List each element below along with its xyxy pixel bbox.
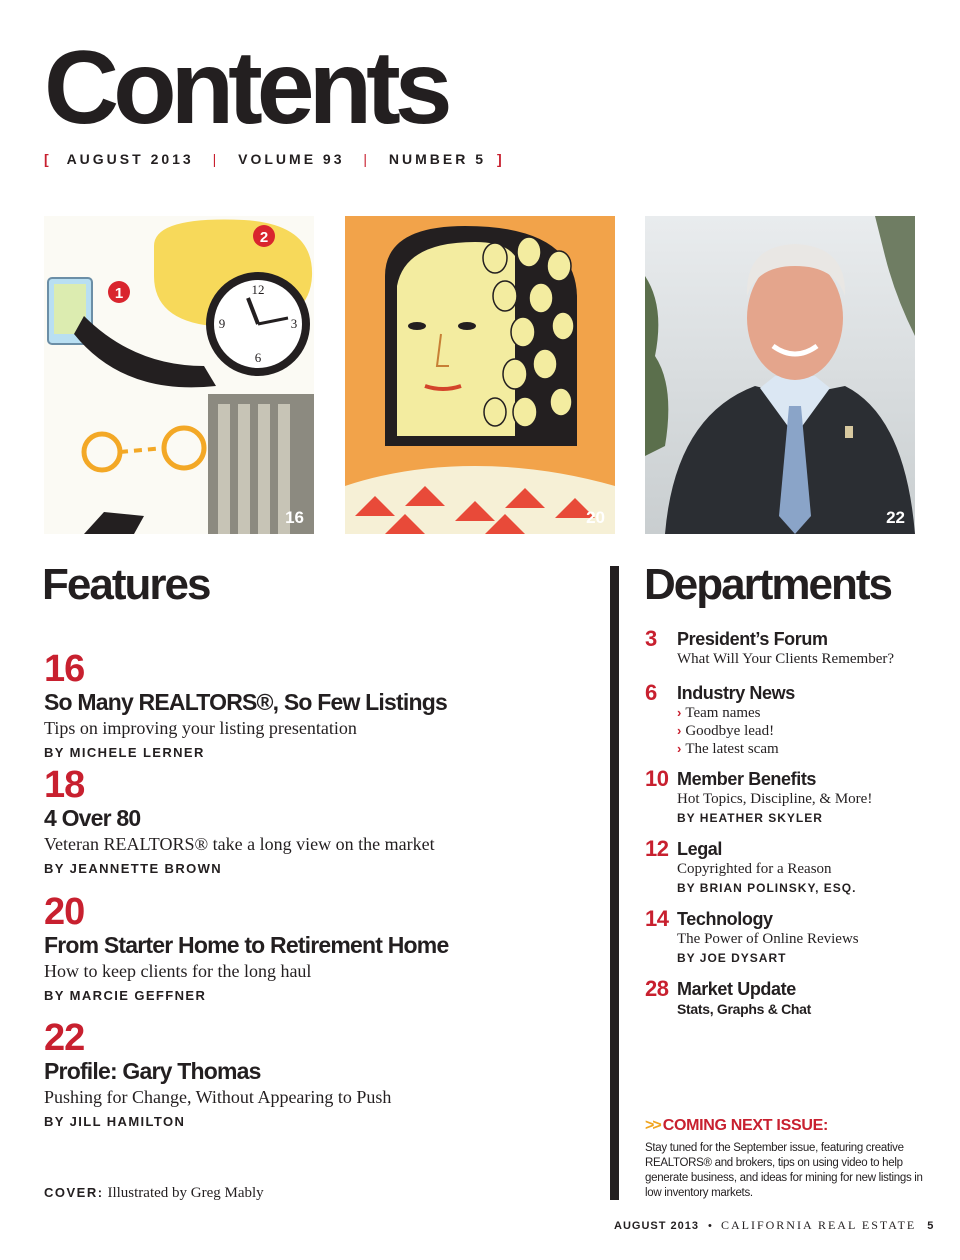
news-bullet (677, 704, 935, 722)
svg-text:2: 2 (259, 229, 269, 246)
feature-page-number: 20 (44, 891, 85, 933)
department-item[interactable] (645, 838, 935, 898)
feature-image-faces[interactable] (345, 216, 615, 534)
cover-label: COVER: (44, 1185, 104, 1200)
department-title[interactable]: Member Benefits (677, 769, 817, 789)
footer-page-number: 5 (927, 1220, 934, 1232)
department-byline: BY BRIAN POLINSKY, ESQ. (677, 881, 857, 895)
department-subtitle: What Will Your Clients Remember? (677, 651, 895, 667)
bullet-text: The latest scam (685, 741, 779, 757)
department-title[interactable]: Technology (677, 909, 773, 929)
feature-description: Tips on improving your listing presentation (44, 718, 357, 738)
footer-dot: • (708, 1220, 712, 1232)
feature-description: Veteran REALTORS® take a long view on the market (44, 834, 435, 854)
svg-text:3: 3 (290, 316, 298, 331)
page-footer (614, 1218, 933, 1233)
feature-title[interactable]: So Many REALTORS®, So Few Listings (44, 689, 447, 715)
bracket-close: ] (496, 151, 505, 167)
department-title[interactable]: Legal (677, 839, 723, 859)
issue-info (44, 151, 505, 167)
department-title[interactable]: President’s Forum (677, 629, 828, 649)
department-subtitle: The Power of Online Reviews (677, 931, 859, 947)
photo-page-number: 22 (886, 508, 905, 527)
department-byline: BY JOE DYSART (677, 951, 787, 965)
photo-page-number: 16 (285, 508, 304, 527)
coming-next-heading (645, 1117, 935, 1135)
coming-next-body: Stay tuned for the September issue, featuring creative REALTORS® and brokers, tips on using video to help generate business, and ideas for mining for new listings in low inventory markets. (645, 1142, 923, 1199)
department-item[interactable] (645, 908, 935, 968)
department-item[interactable] (645, 682, 935, 758)
feature-page-number: 16 (44, 648, 85, 690)
cover-text: Illustrated by Greg Mably (107, 1185, 264, 1201)
footer-magazine: CALIFORNIA REAL ESTATE (720, 1218, 917, 1232)
clock-illustration (44, 216, 314, 534)
department-item[interactable] (645, 628, 935, 668)
feature-item[interactable] (44, 1019, 564, 1133)
department-page-number: 3 (645, 626, 657, 651)
feature-title[interactable]: Profile: Gary Thomas (44, 1058, 261, 1084)
department-title[interactable]: Market Update (677, 979, 796, 999)
department-item[interactable] (645, 768, 935, 828)
photo-page-number: 20 (586, 508, 605, 527)
svg-text:12: 12 (251, 282, 265, 297)
separator: | (212, 151, 220, 167)
svg-text:6: 6 (254, 350, 262, 365)
bullet-text: Goodbye lead! (685, 723, 775, 739)
coming-next-title: COMING NEXT ISSUE: (662, 1117, 828, 1134)
department-page-number: 6 (645, 680, 657, 705)
column-divider (610, 566, 619, 1200)
separator: | (363, 151, 371, 167)
department-page-number: 28 (645, 976, 669, 1001)
feature-title[interactable]: 4 Over 80 (44, 805, 141, 831)
feature-description: Pushing for Change, Without Appearing to Push (44, 1087, 392, 1107)
department-byline: BY HEATHER SKYLER (677, 811, 823, 825)
feature-description: How to keep clients for the long haul (44, 961, 312, 981)
svg-text:9: 9 (218, 316, 226, 331)
feature-item[interactable] (44, 893, 564, 1007)
department-page-number: 12 (645, 836, 669, 861)
svg-text:1: 1 (114, 285, 124, 302)
features-heading: Features (42, 560, 210, 609)
double-chevron-icon: >> (645, 1117, 660, 1134)
issue-number: NUMBER 5 (388, 151, 487, 167)
departments-heading: Departments (644, 560, 891, 609)
department-page-number: 10 (645, 766, 669, 791)
department-subtitle: Copyrighted for a Reason (677, 861, 832, 877)
cover-credit (44, 1184, 264, 1202)
issue-volume: VOLUME 93 (238, 151, 345, 167)
feature-byline: BY MICHELE LERNER (44, 745, 205, 760)
news-bullet (677, 722, 935, 740)
department-page-number: 14 (645, 906, 669, 931)
feature-image-portrait[interactable] (645, 216, 915, 534)
bracket-open: [ (44, 151, 52, 167)
footer-month: AUGUST 2013 (614, 1220, 699, 1232)
department-item[interactable] (645, 978, 935, 1018)
bullet-text: Team names (685, 705, 761, 721)
department-subtitle: Stats, Graphs & Chat (677, 1001, 812, 1017)
faces-illustration (345, 216, 615, 534)
feature-image-clock[interactable] (44, 216, 314, 534)
coming-next-issue (645, 1117, 935, 1201)
department-subtitle: Hot Topics, Discipline, & More! (677, 791, 873, 807)
chevron-right-icon: › (677, 705, 682, 720)
chevron-right-icon: › (677, 723, 682, 738)
news-bullet (677, 740, 935, 758)
page-title: Contents (44, 30, 447, 146)
feature-byline: BY JILL HAMILTON (44, 1114, 186, 1129)
department-title[interactable]: Industry News (677, 683, 795, 703)
feature-title[interactable]: From Starter Home to Retirement Home (44, 932, 449, 958)
issue-month: AUGUST 2013 (66, 151, 194, 167)
feature-page-number: 18 (44, 764, 85, 806)
feature-byline: BY MARCIE GEFFNER (44, 988, 207, 1003)
chevron-right-icon: › (677, 741, 682, 756)
feature-item[interactable] (44, 766, 564, 880)
portrait-photo (645, 216, 915, 534)
feature-item[interactable] (44, 650, 564, 764)
feature-byline: BY JEANNETTE BROWN (44, 861, 223, 876)
feature-page-number: 22 (44, 1017, 85, 1059)
